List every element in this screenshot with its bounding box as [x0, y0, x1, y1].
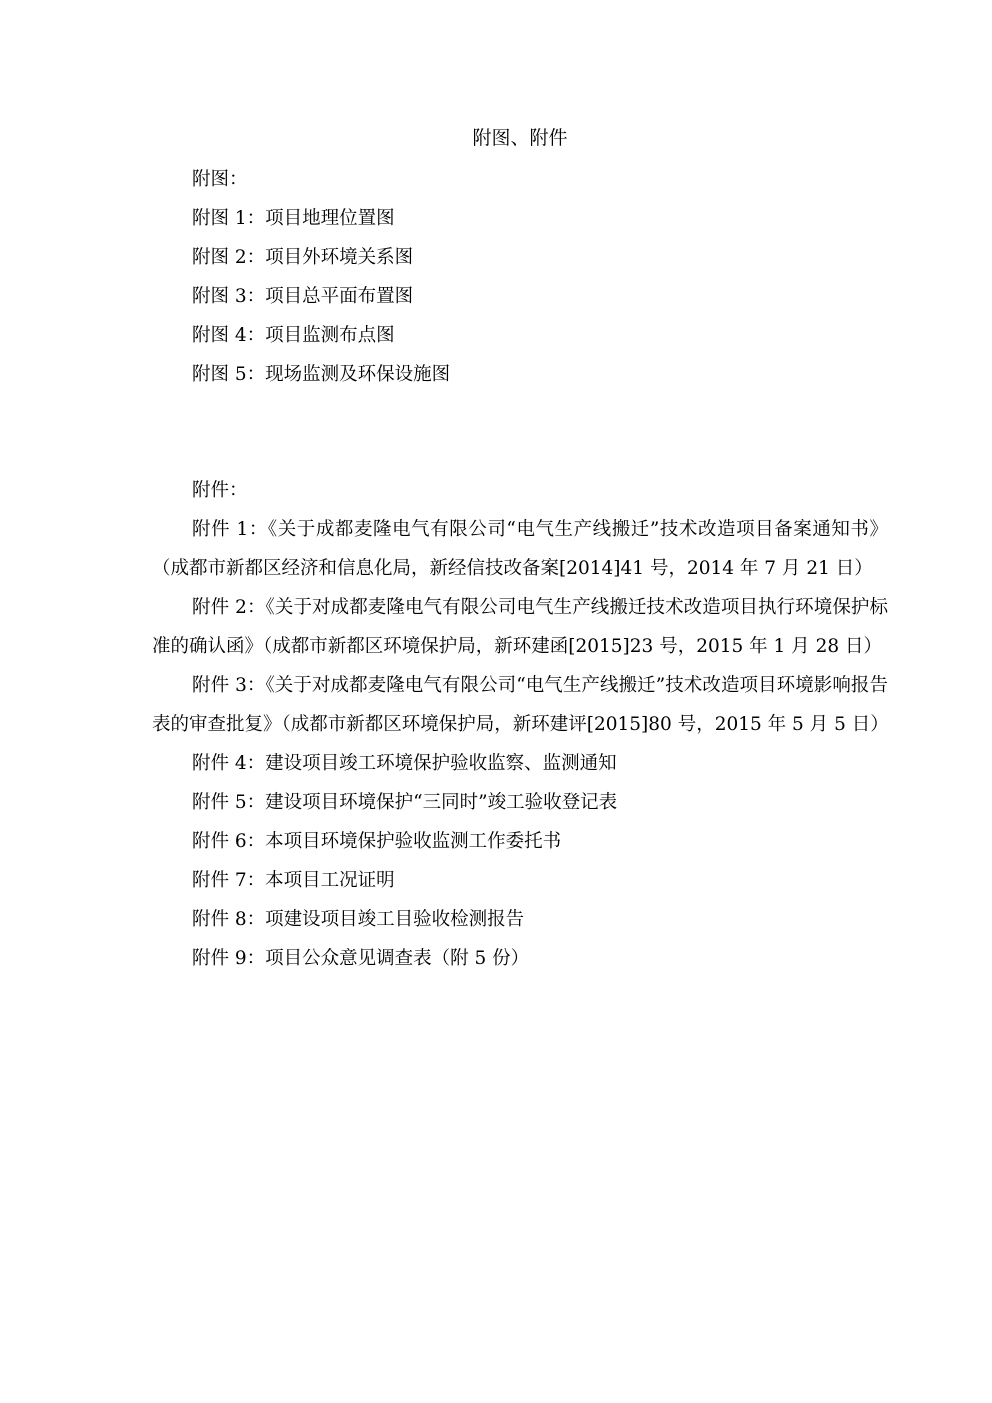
- attachment-item-3: 附件 3：《关于对成都麦隆电气有限公司“电气生产线搬迁”技术改造项目环境影响报告表的审查批复》（成都市新都区环境保护局，新环建评[2015]80 号，2015 年 5 月 5 日）: [152, 675, 889, 735]
- attachment-item-9: 附件 9：项目公众意见调查表（附 5 份）: [192, 948, 530, 969]
- attachment-item-4: 附件 4：建设项目竣工环境保护验收监察、监测通知: [192, 753, 617, 774]
- page-title: 附图、附件: [472, 127, 568, 149]
- attachment-item-6: 附件 6：本项目环境保护验收监测工作委托书: [192, 831, 562, 852]
- attachment-item-8: 附件 8：项建设项目竣工目验收检测报告: [192, 909, 525, 930]
- attachments-heading: 附件：: [192, 480, 248, 501]
- attachment-item-5: 附件 5：建设项目环境保护“三同时”竣工验收登记表: [192, 792, 618, 813]
- attachment-item-1: 附件 1：《关于成都麦隆电气有限公司“电气生产线搬迁”技术改造项目备案通知书》（成都市新都区经济和信息化局，新经信技改备案[2014]41 号，2014 年 7 月 21 日）: [152, 519, 888, 579]
- figure-item-3: 附图 3：项目总平面布置图: [192, 286, 414, 307]
- figure-item-1: 附图 1：项目地理位置图: [192, 208, 395, 229]
- attachment-item-7: 附件 7：本项目工况证明: [192, 870, 395, 891]
- figure-item-4: 附图 4：项目监测布点图: [192, 325, 395, 346]
- figure-item-5: 附图 5：现场监测及环保设施图: [192, 364, 451, 385]
- attachment-item-2: 附件 2：《关于对成都麦隆电气有限公司电气生产线搬迁技术改造项目执行环境保护标准的确认函》（成都市新都区环境保护局，新环建函[2015]23 号，2015 年 1 月 28 日）: [152, 597, 888, 657]
- figures-heading: 附图：: [192, 169, 248, 190]
- figures-section: [152, 160, 888, 394]
- figure-item-2: 附图 2：项目外环境关系图: [192, 247, 414, 268]
- attachments-section: [152, 471, 888, 978]
